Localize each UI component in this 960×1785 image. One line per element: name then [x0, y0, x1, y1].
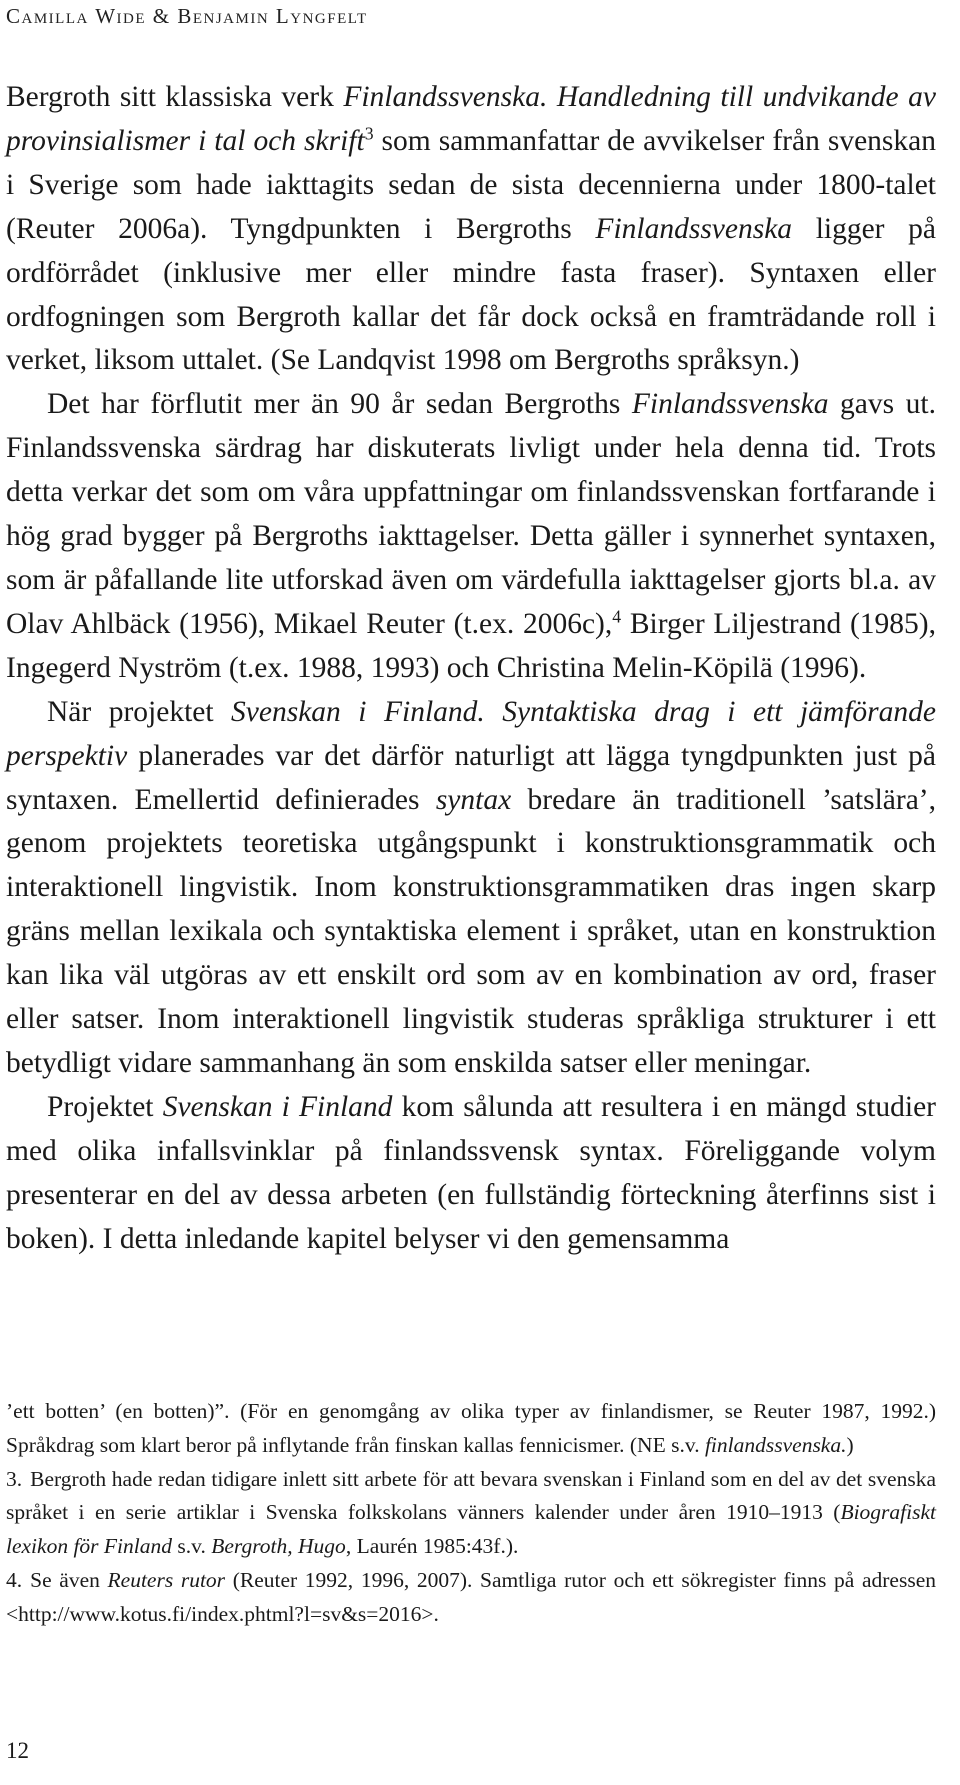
- italic-text-run: Biografiskt lexikon för Finland: [6, 1500, 936, 1559]
- running-head: Camilla Wide & Benjamin Lyngfelt: [6, 4, 368, 28]
- text-run: Projektet: [47, 1090, 163, 1123]
- page-number: 12: [6, 1738, 29, 1763]
- body-paragraph: [6, 691, 936, 1086]
- text-run: planerades var det därför naturligt att lägga tyngdpunkten just på syntaxen. Emellertid definierades: [6, 739, 936, 816]
- italic-text-run: Finlandssvenska: [595, 212, 793, 245]
- text-run: Se även: [30, 1567, 108, 1592]
- text-run: ): [846, 1432, 854, 1457]
- text-run: gavs ut. Finlandssvenska särdrag har diskuterats livligt under hela denna tid. Trots detta verkar det som om våra uppfattningar om finlandssvenskan fortfarande i hög grad bygger på Bergroths iakttagelser. Detta gäller i synnerhet syntaxen, som är påfallande lite utforskad även om värdefulla iakttagelser gjorts bl.a. av Olav Ahlbäck (1956), Mikael Reuter (t.ex. 2006c),: [6, 388, 936, 640]
- text-run: Bergroth hade redan tidigare inlett sitt arbete för att bevara svenskan i Finland som en del av det svenska språket i en serie artiklar i Svenska folkskolans vänners kalender under åren 1910–1913 (: [6, 1466, 936, 1525]
- italic-text-run: finlandssvenska.: [704, 1432, 847, 1457]
- text-run: Bergroth sitt klassiska verk: [6, 81, 344, 113]
- body-paragraph: [6, 383, 936, 690]
- body-paragraph: [6, 1086, 936, 1262]
- footnote-reference: 3: [364, 123, 374, 144]
- footnote: [6, 1564, 936, 1632]
- footnotes: [6, 1395, 936, 1632]
- text-run: (Reuter 1992, 1996, 2007). Samtliga rutor och ett sökregister finns på adressen <http://www.kotus.fi/index.phtml?l=sv&s=2016>.: [6, 1567, 936, 1626]
- italic-text-run: Svenskan i Finland. Syntaktiska drag i ett jämförande perspektiv: [6, 695, 936, 772]
- italic-text-run: Finlandssvenska. Handledning till undvikande av provinsialismer i tal och skrift: [6, 81, 936, 157]
- footnote-number: 3.: [6, 1466, 23, 1491]
- italic-text-run: Finlandssvenska: [631, 388, 829, 421]
- text-run: Birger Liljestrand (1985), Ingegerd Nyström (t.ex. 1988, 1993) och Christina Melin-Köpilä (1996).: [6, 607, 936, 684]
- text-run: s.v.: [172, 1534, 212, 1559]
- italic-text-run: Reuters rutor: [107, 1567, 226, 1592]
- footnote-number: 4.: [6, 1567, 23, 1592]
- text-run: ligger på ordförrådet (inklusive mer eller mindre fasta fraser). Syntaxen eller ordfogningen som Bergroth kallar det får dock också en framträdande roll i verket, liksom uttalet. (Se Landqvist 1998 om Bergroths språksyn.): [6, 212, 936, 377]
- text-run: , Laurén 1985:43f.).: [345, 1534, 519, 1559]
- text-run: bredare än traditionell ’satslära’, genom projektets teoretiska utgångspunkt i konstruktionsgrammatik och interaktionell lingvistik. Inom konstruktionsgrammatiken dras ingen skarp gräns mellan lexikala och syntaktiska element i språket, utan en konstruktion kan lika väl utgöras av ett enskilt ord som av en kombination av ord, fraser eller satser. Inom interaktionell lingvistik studeras språkliga strukturer i ett betydligt vidare sammanhang än som enskilda satser eller meningar.: [6, 783, 936, 1079]
- text-run: Det har förflutit mer än 90 år sedan Bergroths: [47, 388, 632, 421]
- text-run: När projektet: [47, 695, 232, 728]
- footnote-reference: 4: [612, 606, 622, 627]
- text-run: som sammanfattar de avvikelser från svenskan i Sverige som hade iakttagits sedan de sista decennierna under 1800-talet (Reuter 2006a). Tyngdpunkten i Bergroths: [6, 124, 936, 245]
- footnote: [6, 1395, 936, 1463]
- text-run: ’ett botten’ (en botten)”. (För en genomgång av olika typer av finlandismer, se Reuter 1987, 1992.) Språkdrag som klart beror på inflytande från finskan kallas fennicismer. (NE s.v.: [6, 1399, 936, 1457]
- italic-text-run: Bergroth, Hugo: [211, 1534, 346, 1559]
- footnote: [6, 1463, 936, 1564]
- italic-text-run: syntax: [435, 783, 512, 816]
- text-run: kom sålunda att resultera i en mängd studier med olika infallsvinklar på finlandssvensk syntax. Föreliggande volym presenterar en del av dessa arbeten (en fullständig förteckning återfinns sist i boken). I detta inledande kapitel belyser vi den gemensamma: [6, 1090, 936, 1255]
- body-text: [6, 76, 936, 1261]
- italic-text-run: Svenskan i Finland: [162, 1090, 393, 1123]
- body-paragraph: [6, 76, 936, 383]
